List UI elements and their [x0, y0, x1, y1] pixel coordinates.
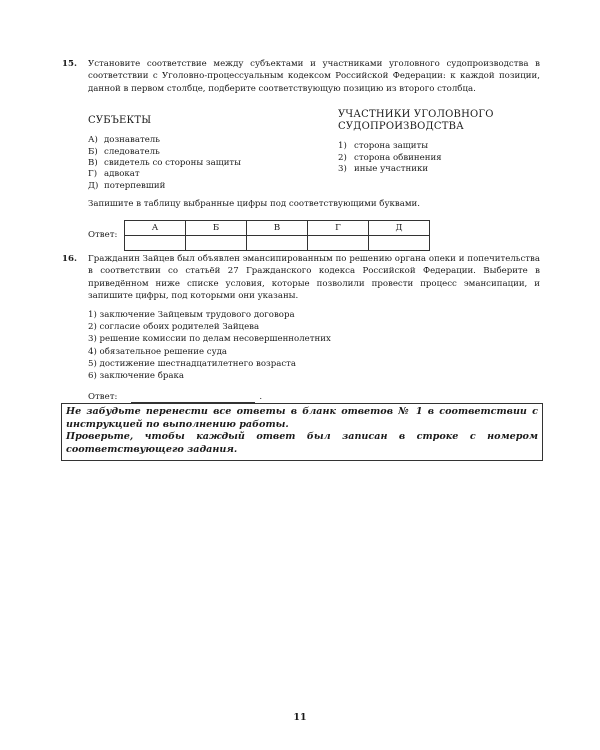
- table-header-cell: А: [125, 220, 186, 235]
- list-item: 3) иные участники: [338, 164, 429, 174]
- subjects-column: [88, 109, 338, 191]
- table-header-cell: Д: [369, 220, 430, 235]
- list-item: Г) адвокат: [88, 169, 140, 180]
- notice-box: [61, 403, 543, 461]
- list-item: 6) заключение брака: [88, 371, 185, 382]
- list-item: Б) следователь: [88, 146, 160, 157]
- participants-column: [338, 109, 540, 191]
- subjects-header: СУБЪЕКТЫ: [88, 115, 152, 127]
- participants-list: [338, 140, 540, 174]
- table-header-cell: Б: [186, 220, 247, 235]
- task-16: [62, 253, 540, 403]
- task-15: [62, 58, 540, 251]
- answer-cell[interactable]: [125, 235, 186, 250]
- list-item: 2) согласие обоих родителей Зайцева: [88, 321, 260, 332]
- answer-cell[interactable]: [308, 235, 369, 250]
- list-item: 4) обязательное решение суда: [88, 346, 228, 357]
- answer-end-mark: .: [259, 392, 263, 402]
- answer-cell[interactable]: [247, 235, 308, 250]
- table-instruction: Запишите в таблицу выбранные цифры под соответствующими буквами.: [88, 199, 421, 210]
- table-header-cell: В: [247, 220, 308, 235]
- list-item: 5) достижение шестнадцатилетнего возраста: [88, 358, 297, 369]
- answer-table: [124, 220, 430, 251]
- list-item: 3) решение комиссии по делам несовершеннолетних: [88, 334, 331, 345]
- options-list: [88, 309, 540, 383]
- notice-line-1: Не забудьте перенести все ответы в бланк ответов № 1 в соответствии с инструкцией по выполнению работы.: [66, 406, 538, 430]
- task-15-number: 15.: [62, 59, 77, 69]
- participants-header-line1: УЧАСТНИКИ УГОЛОВНОГО: [338, 109, 494, 121]
- list-item: А) дознаватель: [88, 135, 160, 146]
- list-item: Д) потерпевший: [88, 180, 166, 191]
- list-item: В) свидетель со стороны защиты: [88, 158, 242, 168]
- list-item: 1) сторона защиты: [338, 141, 429, 152]
- task-16-number: 16.: [62, 254, 77, 264]
- answer-label: Ответ:: [88, 229, 118, 240]
- notice-line-2: Проверьте, чтобы каждый ответ был записан в строке с номером соответствующего задания.: [66, 431, 538, 455]
- answer-table-row: [88, 220, 540, 251]
- answer-line-row: [88, 391, 540, 403]
- answer-cell[interactable]: [186, 235, 247, 250]
- task-15-question: Установите соответствие между субъектами и участниками уголовного судопроизводства в соответствии с Уголовно-процессуальным кодексом Российской Федерации: к каждой позиции, данной в первом столбце, подберите соответствующую позицию из второго столбца.: [88, 59, 540, 94]
- answer-cell[interactable]: [369, 235, 430, 250]
- list-item: 1) заключение Зайцевым трудового договора: [88, 309, 295, 320]
- list-item: 2) сторона обвинения: [338, 152, 442, 163]
- answer-label: Ответ:: [88, 392, 118, 402]
- page-number: 11: [293, 712, 307, 723]
- participants-header-line2: СУДОПРОИЗВОДСТВА: [338, 121, 464, 133]
- answer-input-line[interactable]: [131, 392, 255, 403]
- task-16-question: Гражданин Зайцев был объявлен эмансипированным по решению органа опеки и попечительства в соответствии со статьёй 27 Гражданского кодекса Российской Федерации. Выберите в приведённом ниже списке условия, которые позволили провести процесс эмансипации, и запишите цифры, под которыми они указаны.: [88, 254, 540, 302]
- table-header-cell: Г: [308, 220, 369, 235]
- subjects-list: [88, 134, 338, 191]
